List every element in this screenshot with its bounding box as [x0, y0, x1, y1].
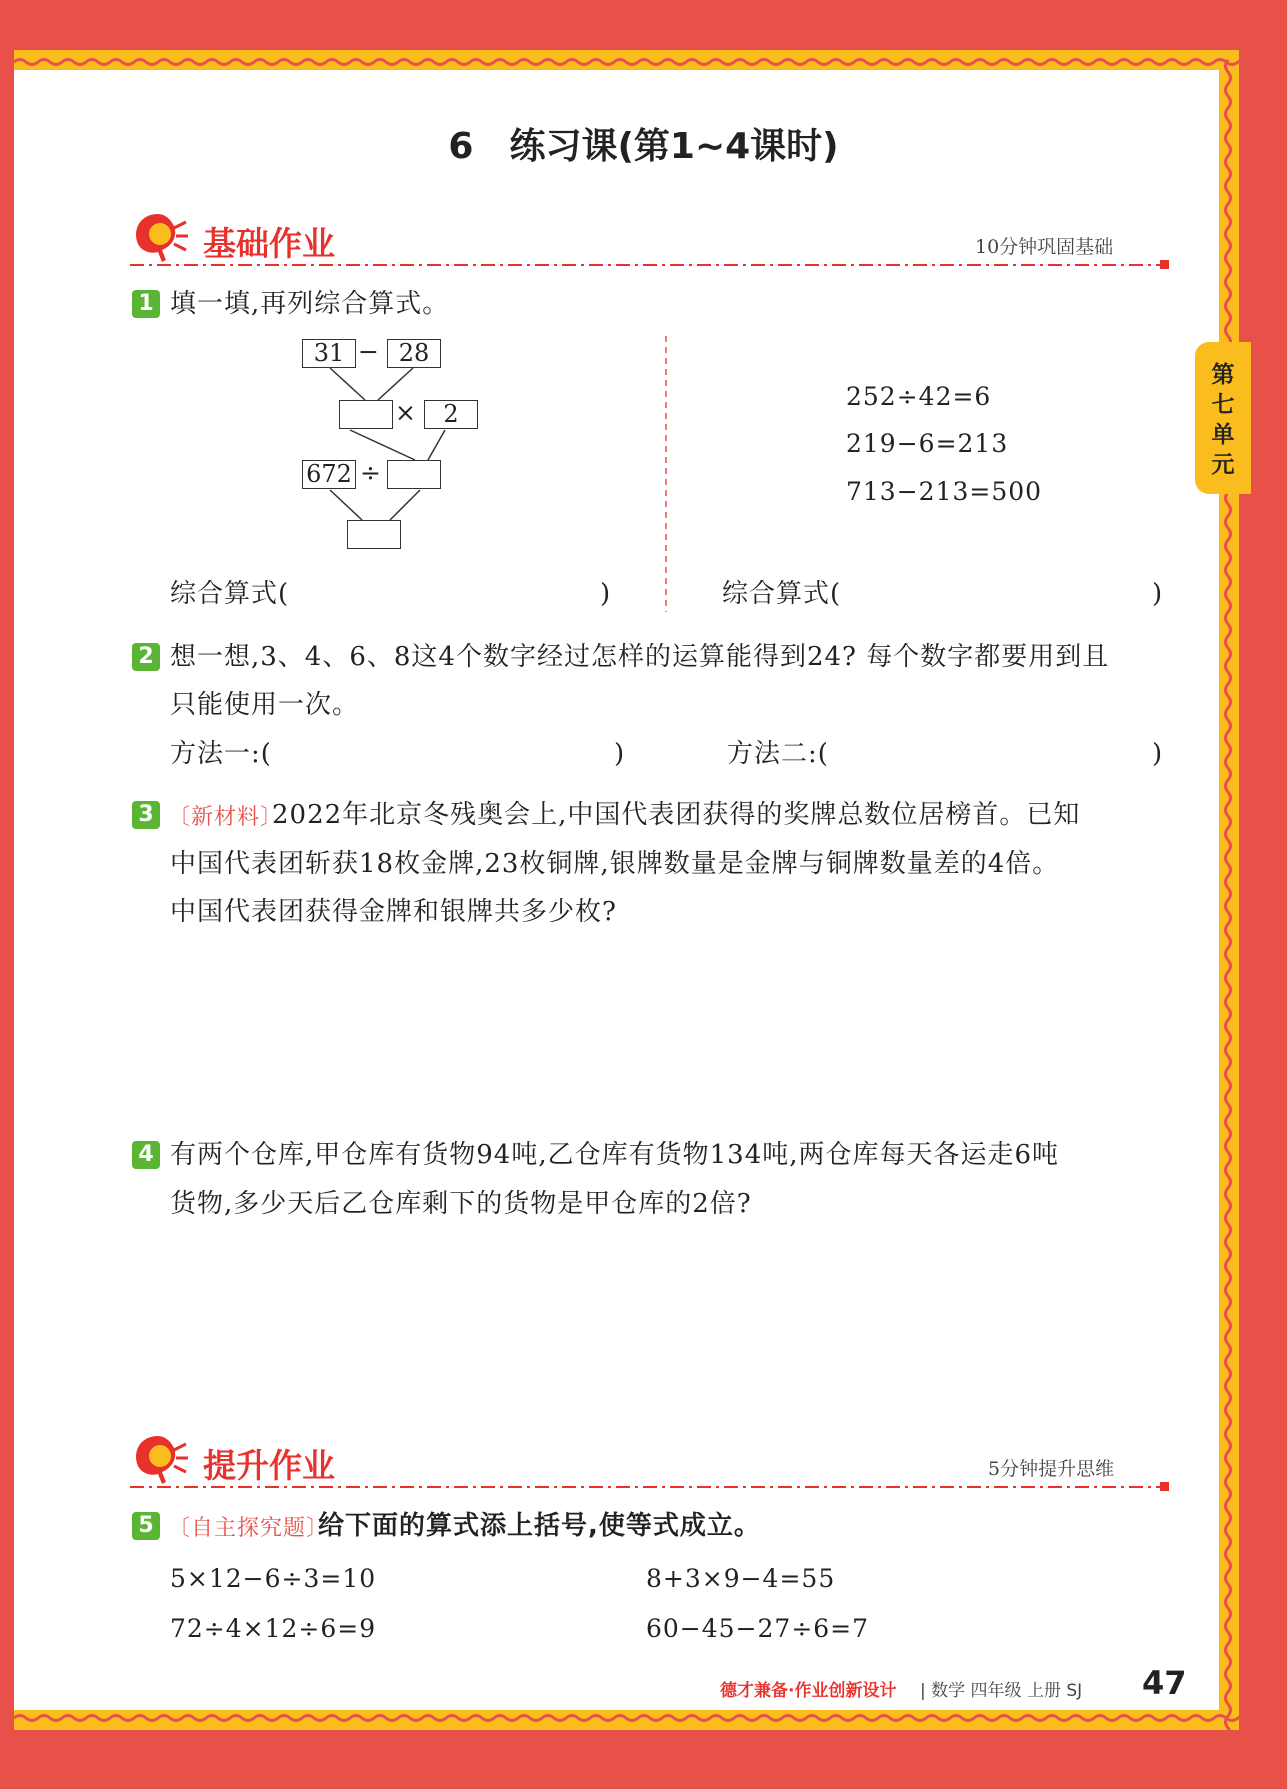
q5-tag: 〔自主探究题〕: [168, 1516, 330, 1541]
q1-formula-left-blank[interactable]: [300, 580, 590, 616]
question-4-number: 4: [132, 1141, 160, 1169]
basic-section-subtitle: 10分钟巩固基础: [975, 236, 1114, 258]
q1-step-2: 219−6=213: [846, 429, 1009, 458]
q5-equation-4[interactable]: 60−45−27÷6=7: [646, 1614, 870, 1643]
question-5-number: 5: [132, 1512, 160, 1540]
q2-method-2-label: 方法二:(: [727, 739, 829, 769]
page-number: 47: [1142, 1664, 1187, 1702]
question-1-number: 1: [132, 290, 160, 318]
tree-blank-2[interactable]: [387, 460, 441, 489]
question-2-line-2: 只能使用一次。: [170, 690, 360, 720]
tree-box-672: 672: [302, 460, 356, 489]
q1-column-divider: [664, 336, 668, 612]
advanced-section-icon: [130, 1430, 190, 1486]
q1-formula-right-label: 综合算式(: [722, 579, 842, 609]
page-title: 6 练习课(第1~4课时): [448, 126, 839, 167]
q5-equation-1[interactable]: 5×12−6÷3=10: [170, 1564, 377, 1593]
q5-equation-2[interactable]: 8+3×9−4=55: [646, 1564, 836, 1593]
tree-op-times: ×: [395, 398, 417, 427]
q2-method-2-close: ): [1152, 739, 1164, 769]
q1-formula-right-blank[interactable]: [852, 580, 1142, 616]
q4-answer-area[interactable]: [170, 1240, 1170, 1410]
basic-section-title: 基础作业: [203, 224, 335, 263]
question-3-line-2: 中国代表团斩获18枚金牌,23枚铜牌,银牌数量是金牌与铜牌数量差的4倍。: [170, 849, 1060, 879]
tree-box-2: 2: [424, 400, 478, 429]
q5-equation-3[interactable]: 72÷4×12÷6=9: [170, 1614, 377, 1643]
tree-box-28: 28: [387, 339, 441, 368]
tree-blank-3[interactable]: [347, 520, 401, 549]
q2-method-1-close: ): [614, 739, 626, 769]
tree-box-31: 31: [302, 339, 356, 368]
unit-side-tab-label: 第 七 单 元: [1211, 362, 1235, 478]
question-5-prompt: 给下面的算式添上括号,使等式成立。: [318, 1511, 761, 1541]
q2-method-1-blank[interactable]: [290, 740, 600, 776]
q2-method-2-blank[interactable]: [850, 740, 1140, 776]
q2-method-1-label: 方法一:(: [170, 739, 272, 769]
footer-book-info: | 数学 四年级 上册 SJ: [920, 1681, 1083, 1701]
tree-op-divide: ÷: [360, 458, 382, 487]
tree-blank-1[interactable]: [339, 400, 393, 429]
question-4-line-2: 货物,多少天后乙仓库剩下的货物是甲仓库的2倍?: [170, 1189, 752, 1219]
q1-step-1: 252÷42=6: [846, 382, 992, 411]
q1-formula-right-close: ): [1152, 579, 1164, 609]
advanced-section-subtitle: 5分钟提升思维: [988, 1458, 1115, 1480]
question-2-line-1: 想一想,3、4、6、8这4个数字经过怎样的运算能得到24? 每个数字都要用到且: [170, 642, 1110, 672]
q3-answer-area[interactable]: [170, 945, 1170, 1115]
question-3-number: 3: [132, 801, 160, 829]
question-3-line-1: 2022年北京冬残奥会上,中国代表团获得的奖牌总数位居榜首。已知: [272, 800, 1081, 830]
question-3-line-3: 中国代表团获得金牌和银牌共多少枚?: [170, 897, 617, 927]
basic-section-divider: [130, 258, 1175, 272]
advanced-section-divider: [130, 1480, 1175, 1494]
advanced-section-title: 提升作业: [203, 1446, 335, 1485]
tree-op-minus: −: [358, 337, 380, 366]
question-4-line-1: 有两个仓库,甲仓库有货物94吨,乙仓库有货物134吨,两仓库每天各运走6吨: [170, 1140, 1060, 1170]
q3-tag: 〔新材料〕: [168, 805, 284, 830]
question-1-prompt: 填一填,再列综合算式。: [170, 289, 450, 319]
basic-section-icon: [130, 208, 190, 264]
q1-formula-left-label: 综合算式(: [170, 579, 290, 609]
footer-brand: 德才兼备·作业创新设计: [720, 1681, 897, 1701]
question-2-number: 2: [132, 643, 160, 671]
q1-formula-left-close: ): [600, 579, 612, 609]
q1-step-3: 713−213=500: [846, 477, 1043, 506]
